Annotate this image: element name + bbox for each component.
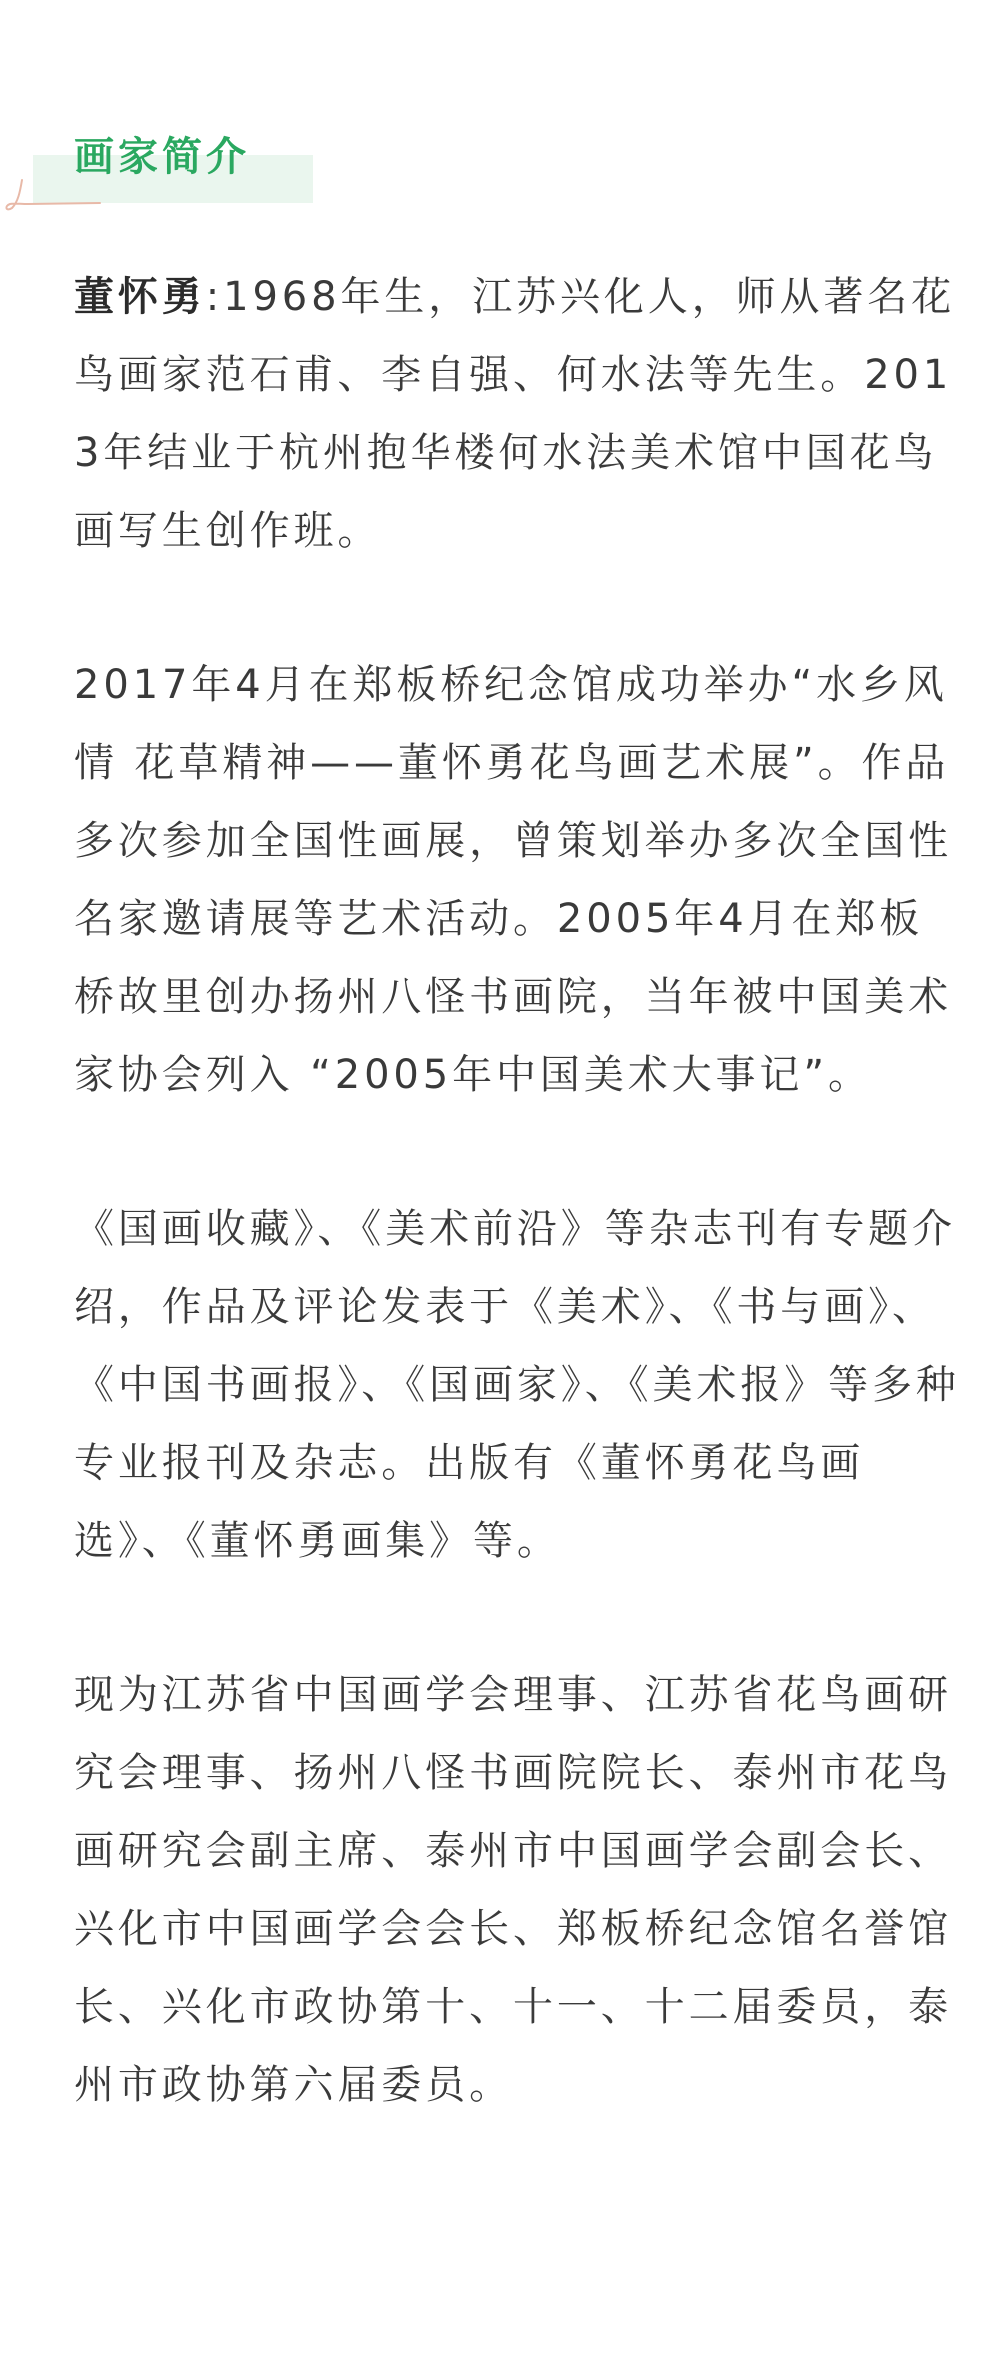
intro-text: 1968年生，江苏兴化人，师从著名花鸟画家范石甫、李自强、何水法等先生。2013年结业于杭州抱华楼何水法美术馆中国花鸟画写生创作班。 — [74, 274, 956, 554]
paragraph-exhibitions: 2017年4月在郑板桥纪念馆成功举办“水乡风情 花草精神——董怀勇花鸟画艺术展”。作品多次参加全国性画展，曾策划举办多次全国性名家邀请展等艺术活动。2005年4月在郑板桥故里创办扬州八怪书画院，当年被中国美术家协会列入 “2005年中国美术大事记”。 — [74, 662, 952, 1098]
name-separator: : — [205, 274, 224, 320]
paragraph-positions: 现为江苏省中国画学会理事、江苏省花鸟画研究会理事、扬州八怪书画院院长、泰州市花鸟画研究会副主席、泰州市中国画学会副会长、兴化市中国画学会会长、郑板桥纪念馆名誉馆长、兴化市政协第十、十一、十二届委员，泰州市政协第六届委员。 — [74, 1672, 952, 2108]
paragraph-publications: 《国画收藏》、《美术前沿》等杂志刊有专题介绍，作品及评论发表于《美术》、《书与画》、《中国书画报》、《国画家》、《美术报》等多种专业报刊及杂志。出版有《董怀勇花鸟画选》、《董怀勇画集》等。 — [74, 1206, 960, 1564]
decorative-line-icon — [0, 170, 110, 230]
section-title: 画家简介 — [74, 134, 250, 180]
intro-paragraph — [74, 258, 964, 570]
section-header — [0, 110, 984, 240]
artist-name: 董怀勇 — [74, 274, 206, 320]
article-body — [74, 258, 964, 2124]
